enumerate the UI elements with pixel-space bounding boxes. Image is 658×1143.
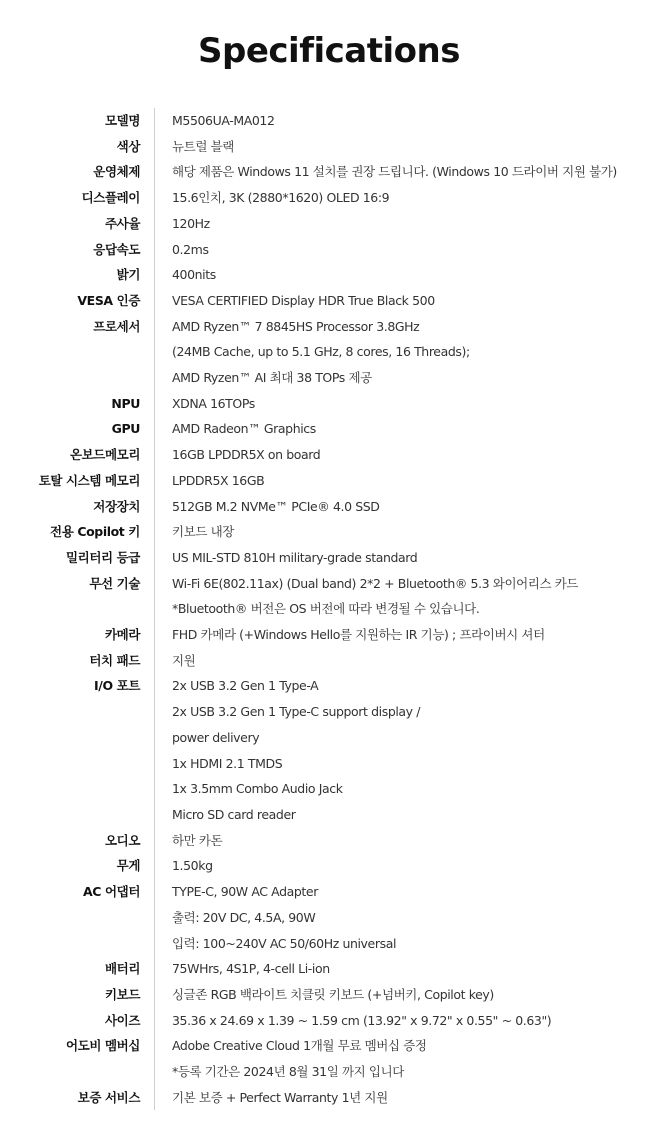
spec-value: 1.50kg (172, 858, 213, 874)
spec-value: 뉴트럴 블랙 (172, 138, 234, 154)
spec-values (154, 648, 658, 674)
spec-row (0, 416, 658, 442)
spec-label: 밀리터리 등급 (65, 549, 140, 565)
spec-row (0, 468, 658, 494)
spec-value: 입력: 100~240V AC 50/60Hz universal (172, 935, 397, 951)
spec-value: Adobe Creative Cloud 1개월 무료 멤버십 증정 (172, 1038, 427, 1054)
spec-values (154, 185, 658, 211)
spec-label: 응답속도 (93, 241, 140, 257)
spec-row (0, 571, 658, 622)
spec-row (0, 956, 658, 982)
spec-row (0, 262, 658, 288)
spec-value: power delivery (172, 729, 260, 745)
spec-label: 토탈 시스템 메모리 (38, 472, 140, 488)
spec-value: 싱글존 RGB 백라이트 치클릿 키보드 (+넘버키, Copilot key) (172, 986, 494, 1002)
spec-values (154, 828, 658, 854)
spec-row (0, 519, 658, 545)
spec-value: 2x USB 3.2 Gen 1 Type-C support display / (172, 704, 421, 720)
spec-value: 1x HDMI 2.1 TMDS (172, 755, 283, 771)
page-title: Specifications (198, 31, 460, 71)
spec-label: 전용 Copilot 키 (50, 524, 140, 540)
spec-values (154, 159, 658, 185)
spec-row (0, 391, 658, 417)
spec-label: GPU (111, 421, 140, 437)
spec-value: 512GB M.2 NVMe™ PCIe® 4.0 SSD (172, 498, 380, 514)
spec-label: 색상 (116, 138, 140, 154)
spec-row (0, 314, 658, 391)
spec-row (0, 622, 658, 648)
spec-row (0, 828, 658, 854)
spec-row (0, 1033, 658, 1084)
spec-values (154, 956, 658, 982)
spec-values (154, 853, 658, 879)
spec-label: 카메라 (104, 627, 140, 643)
spec-values (154, 1033, 658, 1084)
spec-label: I/O 포트 (94, 678, 140, 694)
spec-values (154, 237, 658, 263)
spec-row (0, 159, 658, 185)
spec-values (154, 519, 658, 545)
spec-value: 1x 3.5mm Combo Audio Jack (172, 781, 343, 797)
spec-label: 터치 패드 (89, 652, 140, 668)
spec-value: 16GB LPDDR5X on board (172, 447, 321, 463)
spec-value: 출력: 20V DC, 4.5A, 90W (172, 909, 316, 925)
spec-values (154, 468, 658, 494)
spec-values (154, 1008, 658, 1034)
spec-label: NPU (111, 395, 140, 411)
spec-value: 해당 제품은 Windows 11 설치를 권장 드립니다. (Windows 10 드라이버 지원 불가) (172, 164, 617, 180)
spec-values (154, 134, 658, 160)
spec-value: 2x USB 3.2 Gen 1 Type-A (172, 678, 319, 694)
spec-values (154, 673, 658, 827)
spec-row (0, 134, 658, 160)
spec-value: US MIL-STD 810H military-grade standard (172, 549, 418, 565)
spec-value: LPDDR5X 16GB (172, 472, 265, 488)
spec-row (0, 879, 658, 956)
spec-label: 주사율 (104, 215, 140, 231)
spec-values (154, 879, 658, 956)
spec-row (0, 1008, 658, 1034)
spec-label: 온보드메모리 (69, 447, 140, 463)
spec-value: (24MB Cache, up to 5.1 GHz, 8 cores, 16 Threads); (172, 344, 470, 360)
spec-value: AMD Ryzen™ AI 최대 38 TOPs 제공 (172, 370, 372, 386)
spec-row (0, 211, 658, 237)
spec-value: AMD Radeon™ Graphics (172, 421, 316, 437)
spec-row (0, 442, 658, 468)
spec-values (154, 262, 658, 288)
spec-label: 키보드 (104, 986, 140, 1002)
spec-values (154, 391, 658, 417)
spec-values (154, 622, 658, 648)
spec-label: 운영체제 (93, 164, 140, 180)
spec-table (0, 108, 658, 1110)
spec-label: 모델명 (104, 113, 140, 128)
spec-value: *Bluetooth® 버전은 OS 버전에 따라 변경될 수 있습니다. (172, 601, 480, 617)
spec-value: VESA CERTIFIED Display HDR True Black 500 (172, 292, 435, 308)
spec-value: M5506UA-MA012 (172, 113, 275, 128)
spec-value: TYPE-C, 90W AC Adapter (172, 884, 318, 900)
spec-values (154, 1085, 658, 1111)
spec-label: 보증 서비스 (77, 1089, 140, 1105)
spec-row (0, 982, 658, 1008)
spec-value: XDNA 16TOPs (172, 395, 255, 411)
spec-label: 배터리 (104, 961, 140, 977)
spec-values (154, 982, 658, 1008)
spec-row (0, 185, 658, 211)
spec-value: 지원 (172, 652, 196, 668)
spec-row (0, 853, 658, 879)
spec-values (154, 108, 658, 134)
spec-value: 0.2ms (172, 241, 209, 257)
spec-row (0, 108, 658, 134)
spec-label: 오디오 (104, 832, 140, 848)
spec-value: Micro SD card reader (172, 806, 296, 822)
spec-value: FHD 카메라 (+Windows Hello를 지원하는 IR 기능) ; 프라이버시 셔터 (172, 627, 545, 643)
spec-label: 무게 (116, 858, 140, 874)
spec-value: Wi-Fi 6E(802.11ax) (Dual band) 2*2 + Bluetooth® 5.3 와이어리스 카드 (172, 575, 579, 591)
spec-label: 밝기 (116, 267, 140, 283)
spec-value: 75WHrs, 4S1P, 4-cell Li-ion (172, 961, 330, 977)
spec-value: 기본 보증 + Perfect Warranty 1년 지원 (172, 1089, 388, 1105)
spec-value: 하만 카돈 (172, 832, 223, 848)
spec-value: 35.36 x 24.69 x 1.39 ~ 1.59 cm (13.92" x 9.72" x 0.55" ~ 0.63") (172, 1012, 552, 1028)
spec-value: 키보드 내장 (172, 524, 234, 540)
spec-values (154, 314, 658, 391)
spec-values (154, 545, 658, 571)
spec-value: AMD Ryzen™ 7 8845HS Processor 3.8GHz (172, 318, 420, 334)
spec-value: 120Hz (172, 215, 210, 231)
spec-values (154, 442, 658, 468)
spec-values (154, 416, 658, 442)
spec-value: 400nits (172, 267, 216, 283)
spec-value: 15.6인치, 3K (2880*1620) OLED 16:9 (172, 190, 390, 206)
spec-row (0, 237, 658, 263)
spec-row (0, 1085, 658, 1111)
spec-label: 어도비 멤버십 (65, 1038, 140, 1054)
spec-values (154, 211, 658, 237)
spec-row (0, 494, 658, 520)
spec-label: 디스플레이 (81, 190, 140, 206)
spec-label: 저장장치 (93, 498, 140, 514)
spec-values (154, 288, 658, 314)
spec-values (154, 571, 658, 622)
spec-row (0, 545, 658, 571)
spec-label: 사이즈 (104, 1012, 140, 1028)
spec-label: 프로세서 (93, 318, 140, 334)
spec-value: *등록 기간은 2024년 8월 31일 까지 입니다 (172, 1064, 404, 1080)
spec-label: VESA 인증 (77, 292, 140, 308)
spec-row (0, 648, 658, 674)
spec-row (0, 288, 658, 314)
spec-label: 무선 기술 (89, 575, 140, 591)
spec-row (0, 673, 658, 827)
spec-label: AC 어댑터 (82, 884, 140, 900)
spec-values (154, 494, 658, 520)
